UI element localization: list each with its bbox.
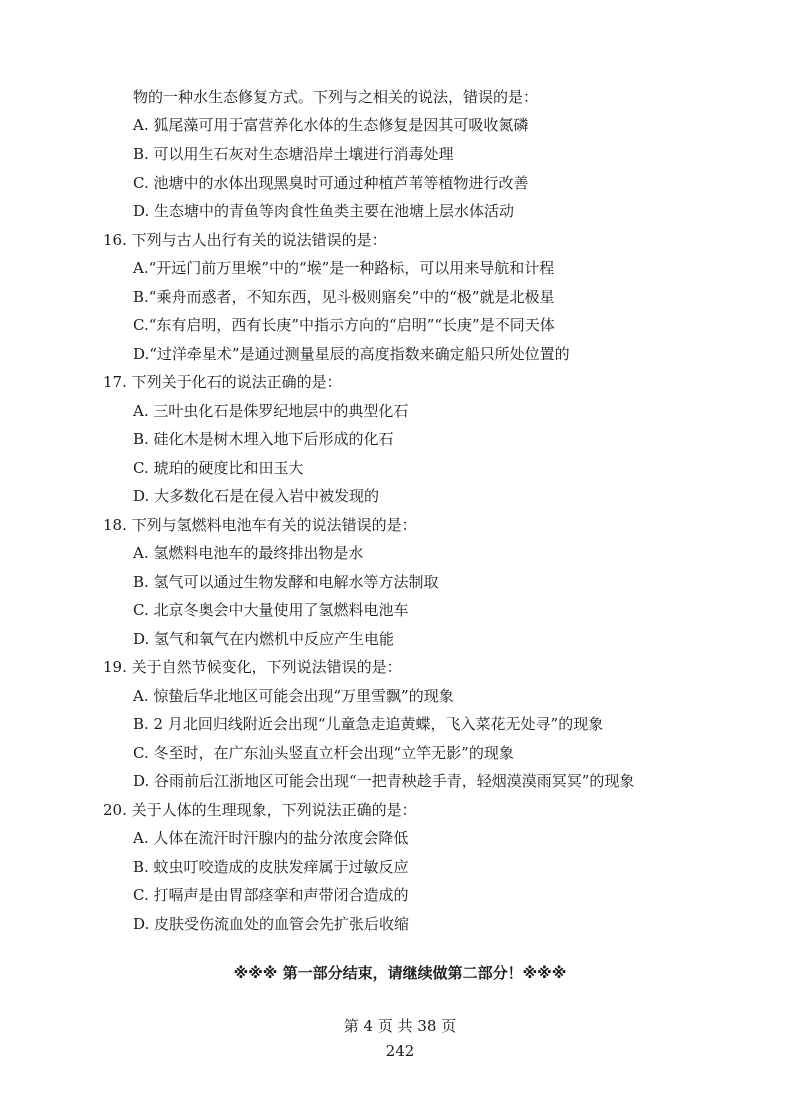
q17-option-a: A. 三叶虫化石是侏罗纪地层中的典型化石: [133, 402, 409, 420]
q18-option-c: C. 北京冬奥会中大量使用了氢燃料电池车: [133, 601, 409, 619]
page-indicator: 第 4 页 共 38 页: [343, 1017, 457, 1035]
q17-option-c: C. 琥珀的硬度比和田玉大: [133, 459, 304, 477]
q17-option-d: D. 大多数化石是在侵入岩中被发现的: [133, 487, 380, 505]
q16-stem: 16. 下列与古人出行有关的说法错误的是：: [103, 231, 387, 249]
q20-option-c: C. 打嗝声是由胃部痉挛和声带闭合造成的: [133, 886, 409, 904]
page-number: 242: [385, 1042, 415, 1060]
q19-option-a: A. 惊蛰后华北地区可能会出现“万里雪飘”的现象: [133, 687, 454, 705]
q20-option-d: D. 皮肤受伤流血处的血管会先扩张后收缩: [133, 915, 410, 933]
q17-option-b: B. 硅化木是树木埋入地下后形成的化石: [133, 430, 394, 448]
q15-option-a: A. 狐尾藻可用于富营养化水体的生态修复是因其可吸收氮磷: [133, 116, 529, 134]
part-one-end-note: ※※※ 第一部分结束，请继续做第二部分！※※※: [233, 964, 567, 982]
q18-option-b: B. 氢气可以通过生物发酵和电解水等方法制取: [133, 573, 439, 591]
q19-stem: 19. 关于自然节候变化，下列说法错误的是：: [103, 658, 402, 676]
q15-option-b: B. 可以用生石灰对生态塘沿岸土壤进行消毒处理: [133, 145, 454, 163]
q19-option-c: C. 冬至时，在广东汕头竖直立杆会出现“立竿无影”的现象: [133, 744, 514, 762]
q17-stem: 17. 下列关于化石的说法正确的是：: [103, 373, 342, 391]
q15-option-d: D. 生态塘中的青鱼等肉食性鱼类主要在池塘上层水体活动: [133, 202, 515, 220]
q18-stem: 18. 下列与氢燃料电池车有关的说法错误的是：: [103, 516, 417, 534]
q16-option-d: D.“过洋牵星术”是通过测量星辰的高度指数来确定船只所处位置的: [133, 345, 570, 363]
q20-option-b: B. 蚊虫叮咬造成的皮肤发痒属于过敏反应: [133, 858, 409, 876]
q19-option-b: B. 2 月北回归线附近会出现“儿童急走追黄蝶，飞入菜花无处寻”的现象: [133, 715, 604, 733]
q16-option-b: B.“乘舟而惑者，不知东西，见斗极则寤矣”中的“极”就是北极星: [133, 288, 555, 306]
q15-option-c: C. 池塘中的水体出现黑臭时可通过种植芦苇等植物进行改善: [133, 174, 529, 192]
q19-option-d: D. 谷雨前后江浙地区可能会出现“一把青秧趁手青，轻烟漠漠雨冥冥”的现象: [133, 772, 635, 790]
q20-option-a: A. 人体在流汗时汗腺内的盐分浓度会降低: [133, 829, 409, 847]
q16-option-a: A.“开远门前万里堠”中的“堠”是一种路标，可以用来导航和计程: [133, 259, 555, 277]
q20-stem: 20. 关于人体的生理现象，下列说法正确的是：: [103, 801, 417, 819]
q18-option-d: D. 氢气和氧气在内燃机中反应产生电能: [133, 630, 395, 648]
q18-option-a: A. 氢燃料电池车的最终排出物是水: [133, 544, 364, 562]
q15-stem-tail: 物的一种水生态修复方式。下列与之相关的说法，错误的是：: [133, 88, 539, 106]
q16-option-c: C.“东有启明，西有长庚”中指示方向的“启明”“长庚”是不同天体: [133, 316, 555, 334]
